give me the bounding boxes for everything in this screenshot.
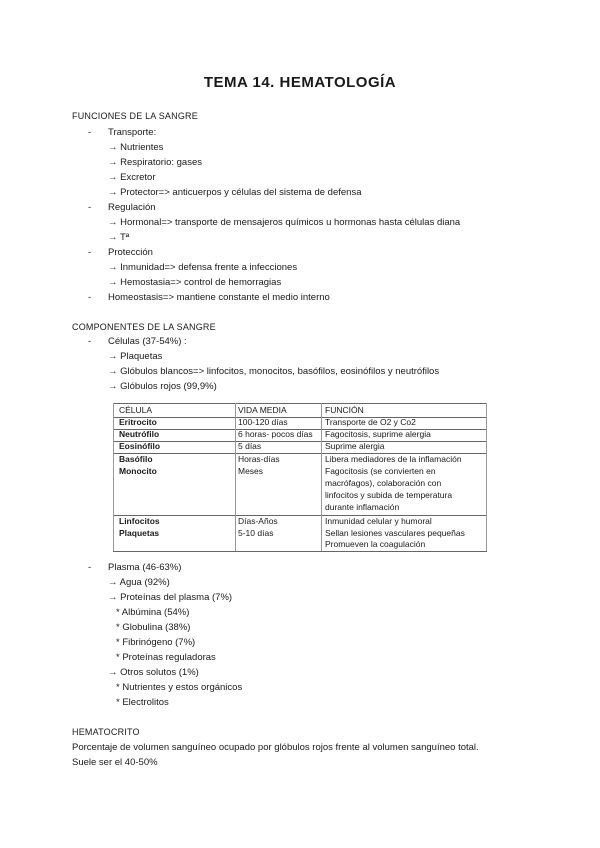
section-heading-funciones: FUNCIONES DE LA SANGRE	[72, 111, 198, 121]
sub-item-inmunidad: → Inmunidad=> defensa frente a infecciones	[108, 262, 298, 273]
table-cell-celula: Linfocitos	[119, 516, 160, 526]
table-cell-funcion: Fagocitosis, suprime alergia	[325, 429, 431, 439]
sub-item-otros-solutos: → Otros solutos (1%)	[108, 667, 199, 678]
table-cell-funcion: durante inflamación	[325, 502, 400, 512]
sub-item-hemostasia: → Hemostasia=> control de hemorragias	[108, 277, 282, 288]
paragraph-line: Suele ser el 40-50%	[72, 757, 158, 768]
table-cell-funcion: Sellan lesiones vasculares pequeñas	[325, 528, 465, 538]
table-header: CÉLULA	[119, 405, 153, 415]
bullet-dash: -	[88, 562, 92, 573]
item-celulas: Células (37-54%) :	[108, 336, 187, 347]
table-column-rule	[321, 403, 322, 551]
item-plasma: Plasma (46-63%)	[108, 562, 182, 573]
sub-sub-item-albumina: * Albúmina (54%)	[116, 607, 190, 618]
table-cell-celula: Plaquetas	[119, 528, 160, 538]
bullet-dash: -	[88, 127, 92, 138]
table-cell-celula: Basófilo	[119, 454, 153, 464]
sub-item-temperatura: → Tª	[108, 232, 130, 243]
table-header: FUNCIÓN	[325, 405, 364, 415]
table-border-bottom	[113, 551, 487, 552]
table-column-rule	[235, 403, 236, 551]
table-cell-vida: 6 horas- pocos días	[238, 429, 313, 439]
item-regulacion: Regulación	[108, 202, 156, 213]
table-cell-celula: Eosinófilo	[119, 441, 161, 451]
sub-sub-item-reguladoras: * Proteínas reguladoras	[116, 652, 216, 663]
table-cell-funcion: Fagocitosis (se convierten en	[325, 466, 436, 476]
table-header-rule	[113, 417, 487, 418]
page-title: TEMA 14. HEMATOLOGÍA	[203, 74, 397, 91]
section-heading-componentes: COMPONENTES DE LA SANGRE	[72, 322, 216, 332]
table-cell-funcion: Inmunidad celular y humoral	[325, 516, 432, 526]
table-cell-funcion: Promueven la coagulación	[325, 539, 426, 549]
table-border-right	[486, 403, 487, 551]
sub-item-globulos-rojos: → Glóbulos rojos (99,9%)	[108, 381, 217, 392]
table-cell-funcion: macrófagos), colaboración con	[325, 478, 442, 488]
cell-table	[113, 403, 487, 551]
sub-sub-item-fibrinogeno: * Fibrinógeno (7%)	[116, 637, 196, 648]
table-border-left	[113, 403, 114, 551]
table-header: VIDA MEDIA	[238, 405, 287, 415]
table-border-top	[113, 403, 487, 404]
table-cell-funcion: Transporte de O2 y Co2	[325, 417, 416, 427]
sub-item-respiratorio: → Respiratorio: gases	[108, 157, 202, 168]
bullet-dash: -	[88, 202, 92, 213]
sub-item-hormonal: → Hormonal=> transporte de mensajeros químicos u hormonas hasta células diana	[108, 217, 461, 228]
sub-sub-item-globulina: * Globulina (38%)	[116, 622, 191, 633]
table-cell-funcion: linfocitos y subida de temperatura	[325, 490, 453, 500]
table-cell-vida: 5-10 días	[238, 528, 274, 538]
sub-item-agua: → Agua (92%)	[108, 577, 170, 588]
sub-item-plaquetas: → Plaquetas	[108, 351, 163, 362]
sub-item-globulos-blancos: → Glóbulos blancos=> linfocitos, monocitos, basófilos, eosinófilos y neutrófilos	[108, 366, 440, 377]
table-cell-celula: Neutrófilo	[119, 429, 160, 439]
table-cell-vida: Meses	[238, 466, 264, 476]
sub-item-proteinas: → Proteínas del plasma (7%)	[108, 592, 233, 603]
table-cell-funcion: Suprime alergia	[325, 441, 385, 451]
sub-item-protector: → Protector=> anticuerpos y células del sistema de defensa	[108, 187, 362, 198]
item-proteccion: Protección	[108, 247, 153, 258]
sub-sub-item-electrolitos: * Electrolitos	[116, 697, 169, 708]
table-cell-celula: Eritrocito	[119, 417, 157, 427]
table-cell-vida: Horas-días	[238, 454, 280, 464]
item-transporte: Transporte:	[108, 127, 157, 138]
table-cell-funcion: Libera mediadores de la inflamación	[325, 454, 462, 464]
section-heading-hematocrito: HEMATOCRITO	[72, 727, 140, 737]
bullet-dash: -	[88, 292, 92, 303]
bullet-dash: -	[88, 336, 92, 347]
sub-item-excretor: → Excretor	[108, 172, 156, 183]
item-homeostasis: Homeostasis=> mantiene constante el medio interno	[108, 292, 330, 303]
table-row-rule	[113, 441, 487, 442]
table-cell-vida: 5 días	[238, 441, 262, 451]
table-cell-celula: Monocito	[119, 466, 157, 476]
bullet-dash: -	[88, 247, 92, 258]
table-cell-vida: Días-Años	[238, 516, 278, 526]
sub-item-nutrientes: → Nutrientes	[108, 142, 164, 153]
sub-sub-item-nutrientes: * Nutrientes y estos orgánicos	[116, 682, 243, 693]
paragraph-line: Porcentaje de volumen sanguíneo ocupado por glóbulos rojos frente al volumen sanguíneo total.	[72, 742, 479, 753]
table-cell-vida: 100-120 días	[238, 417, 288, 427]
